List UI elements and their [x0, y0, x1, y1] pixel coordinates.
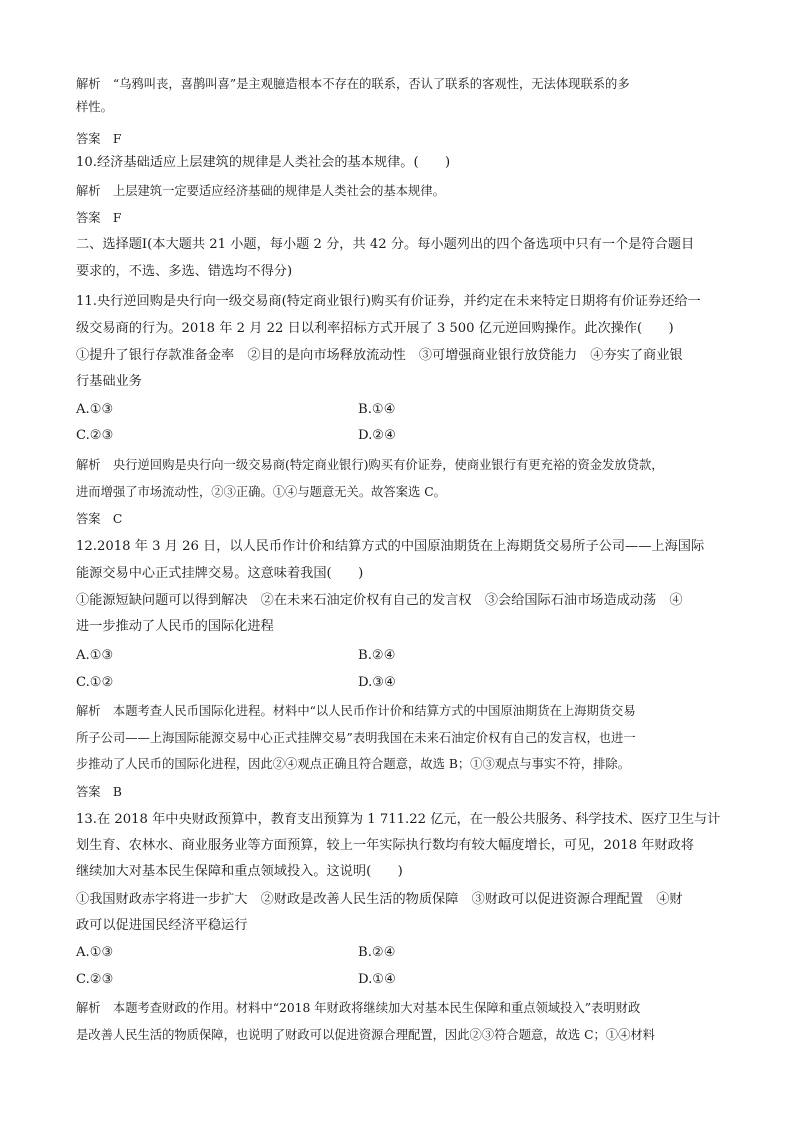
option-left: C.②③: [76, 972, 114, 987]
question-line: [76, 836, 694, 856]
line-text: 解析 央行逆回购是央行向一级交易商(特定商业银行)购买有价证券，使商业银行有更充裕的资金发放贷款，: [76, 458, 664, 472]
analysis-line: [76, 208, 121, 228]
question-line: [76, 617, 274, 637]
line-text: 答案 C: [76, 512, 123, 526]
analysis-line: [76, 701, 636, 721]
option-row: [76, 970, 396, 990]
question-line: [76, 346, 683, 366]
option-left: A.①③: [76, 402, 114, 417]
option-row: [76, 943, 396, 963]
line-text: 10.经济基础适应上层建筑的规律是人类社会的基本规律。( ): [76, 155, 451, 170]
option-right: B.②④: [358, 945, 396, 960]
analysis-line: [76, 509, 122, 529]
question-line: [76, 916, 247, 936]
option-right: D.③④: [358, 675, 396, 690]
analysis-line: [76, 782, 122, 802]
analysis-line: [76, 129, 121, 149]
option-row: [76, 400, 396, 420]
question-line: [76, 810, 720, 830]
line-text: 能源交易中心正式挂牌交易。这意味着我国( ): [76, 566, 364, 581]
question-line: [76, 862, 403, 882]
option-left: A.①③: [76, 945, 114, 960]
line-text: 解析 本题考查人民币国际化进程。材料中“以人民币作计价和结算方式的中国原油期货在上海期货交易: [76, 704, 636, 718]
question-line: [76, 319, 674, 339]
line-text: 进而增强了市场流动性，②③正确。①④与题意无关。故答案选 C。: [76, 485, 446, 499]
question-line: [76, 591, 683, 611]
analysis-line: [76, 97, 113, 117]
question-line: [76, 537, 704, 557]
line-text: 答案 F: [76, 211, 122, 225]
option-right: D.①④: [358, 972, 396, 987]
line-text: 继续加大对基本民生保障和重点领域投入。这说明( ): [76, 864, 403, 879]
line-text: ①我国财政赤字将进一步扩大 ②财政是改善人民生活的物质保障 ③财政可以促进资源合理配置 ④财: [76, 892, 683, 907]
option-right: D.②④: [358, 428, 396, 443]
line-text: 答案 F: [76, 132, 122, 146]
line-text: 进一步推动了人民币的国际化进程: [76, 619, 274, 634]
option-row: [76, 673, 396, 693]
option-left: A.①③: [76, 648, 114, 663]
line-text: 答案 B: [76, 785, 122, 799]
option-left: C.②③: [76, 428, 114, 443]
line-text: 解析 “乌鸦叫丧，喜鹊叫喜”是主观臆造根本不存在的联系，否认了联系的客观性，无法体现联系的多: [76, 77, 630, 91]
analysis-line: [76, 998, 640, 1018]
line-text: 11.央行逆回购是央行向一级交易商(特定商业银行)购买有价证券，并约定在未来特定日期将有价证券还给一: [76, 294, 701, 309]
line-text: 所子公司——上海国际能源交易中心正式挂牌交易”表明我国在未来石油定价权有自己的发言权，也进一: [76, 731, 636, 745]
line-text: 级交易商的行为。2018 年 2 月 22 日以利率招标方式开展了 3 500 亿元逆回购操作。此次操作( ): [76, 321, 674, 336]
analysis-line: [76, 181, 445, 201]
line-text: 解析 上层建筑一定要适应经济基础的规律是人类社会的基本规律。: [76, 184, 445, 198]
line-text: 要求的，不选、多选、错选均不得分): [76, 264, 293, 279]
question-line: [76, 262, 292, 282]
line-text: 政可以促进国民经济平稳运行: [76, 918, 248, 933]
analysis-line: [76, 754, 630, 774]
line-text: 12.2018 年 3 月 26 日，以人民币作计价和结算方式的中国原油期货在上海期货交易所子公司——上海国际: [76, 539, 705, 554]
question-line: [76, 564, 363, 584]
line-text: 划生育、农林水、商业服务业等方面预算，较上一年实际执行数均有较大幅度增长，可见，2018 年财政将: [76, 838, 694, 853]
option-left: C.①②: [76, 675, 114, 690]
line-text: 步推动了人民币的国际化进程，因此②④观点正确且符合题意，故选 B；①③观点与事实不符，排除。: [76, 757, 631, 771]
line-text: 二、选择题Ⅰ(本大题共 21 小题，每小题 2 分，共 42 分。每小题列出的四个备选项中只有一个是符合题目: [76, 237, 695, 252]
question-line: [76, 235, 694, 255]
analysis-line: [76, 455, 664, 475]
question-line: [76, 153, 450, 173]
analysis-line: [76, 1025, 655, 1045]
analysis-line: [76, 482, 446, 502]
option-row: [76, 426, 396, 446]
line-text: ①提升了银行存款准备金率 ②目的是向市场释放流动性 ③可增强商业银行放贷能力 ④夯实了商业银: [76, 348, 683, 363]
option-right: B.①④: [358, 402, 396, 417]
question-line: [76, 292, 701, 312]
question-line: [76, 372, 142, 392]
analysis-line: [76, 728, 636, 748]
line-text: 是改善人民生活的物质保障，也说明了财政可以促进资源合理配置，因此②③符合题意，故选 C；①④材料: [76, 1028, 655, 1042]
option-row: [76, 646, 396, 666]
line-text: 行基础业务: [76, 374, 142, 389]
option-right: B.②④: [358, 648, 396, 663]
line-text: 样性。: [76, 100, 113, 114]
line-text: 13.在 2018 年中央财政预算中，教育支出预算为 1 711.22 亿元，在一般公共服务、科学技术、医疗卫生与计: [76, 812, 721, 827]
line-text: ①能源短缺问题可以得到解决 ②在未来石油定价权有自己的发言权 ③会给国际石油市场造成动荡 ④: [76, 593, 683, 608]
line-text: 解析 本题考查财政的作用。材料中“2018 年财政将继续加大对基本民生保障和重点领域投入”表明财政: [76, 1001, 641, 1015]
analysis-line: [76, 74, 630, 94]
question-line: [76, 890, 683, 910]
